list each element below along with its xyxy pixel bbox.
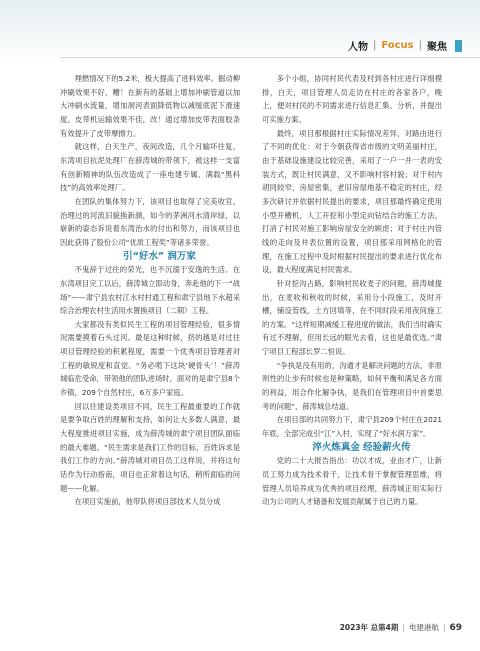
paragraph: 不鬼辞于过往的荣光，也不沉溺于安逸的生活。在东湾项目完工以后，薛涛城立即动身，奔赴他的下一“战场”——肃宁县农村江水村村通工程和肃宁县地下水超采综合治理农村生活用水置换项目（二期）工程。 bbox=[60, 265, 240, 316]
paragraph: 就这样，白天生产，夜间改造，几个月输坏往复，东湾项目抗泥处理厂在薛涛城的带领下，被这样一支富有创新精神的队伍改造成了一座电建专属、满载“黑科技”的高效率处理厂。 bbox=[60, 142, 240, 193]
header-separator: | bbox=[418, 40, 422, 51]
paragraph: “争执是没有用的，沟通才是解决问题的方法，非原则性的让步有时候也是种策略，如何平衡和满足各方面的利益，用合作化解争执，是我们在管理项目中首要思考的问题”，薛涛城总结道。 bbox=[262, 360, 442, 411]
header-color-block bbox=[455, 40, 462, 52]
header-rule bbox=[60, 57, 480, 58]
page-footer bbox=[340, 622, 462, 633]
paragraph: 埋燃情况下的5.2米，极大提高了进料效率。掘动柳冲刷效果不好，糟！在新有的基础上增加冲刷管道以加大冲刷水流量，增加洞河表面降低物以减缓底泥下滑速度。皮带机运输效果不佳，改！通过增加皮带表面胶条有效提升了皮带摩擦力。 bbox=[60, 74, 240, 138]
paragraph: 在项目部的共同努力下，肃宁县209个村庄在2021年底，全部完成引“江”入村，实现了“好水润万家”。 bbox=[262, 415, 442, 439]
header-separator: | bbox=[372, 40, 377, 51]
subheading: 淬火炼真金 经验薪火传 bbox=[312, 441, 411, 453]
issue-label: 2023年 总第4期 bbox=[339, 623, 399, 632]
paragraph: 在项目实施前，他带队将项目部技术人员分成 bbox=[74, 497, 221, 507]
paragraph: 大家都没有类似民生工程的项目管理经验，很多情况需要摸着石头过河。最是这种时候，挤的越是对过往项目管理经验的积累程度，需要一个优秀项目管理者对工程的敏锐度和直觉。“务必啃下这块‘硬骨头’！”薛涛城临危受命，带领他的团队进场时，面对的是肃宁县8个乡镇，209个自然村庄，6万多户家庭。 bbox=[60, 319, 240, 398]
paragraph: 最终，项目那根据村庄实际情况差异，对路由进行了不同的优化：对于今朝获得省市级的文明美丽村庄，由于基础设施建设比较完善，采用了一户一井一表的安装方式，既让村民满意，又不影响村容村貌；对于村内胡同较窄，房屋密集，老旧房屋地基不稳定的村庄，经多次研讨并依据村民提出的要求，项目那最终确定使用小型开槽机，人工开挖和小型定向钻结合的施工方法，打消了村民对施工影响房屋安全的顾虑；对于村庄内管线的走向及井表位置的设置，项目那采用网格化的管理，在施工过程中及时根据村民提出的要求进行优化布设，最大程度满足村民需求。 bbox=[262, 128, 442, 275]
subheading: 引“好水” 润万家 bbox=[123, 250, 196, 262]
footer-separator: | bbox=[402, 623, 405, 632]
header-section-label: 人物 bbox=[347, 42, 368, 53]
page-header bbox=[348, 38, 462, 53]
page-number: 69 bbox=[449, 622, 462, 633]
paragraph: 党的二十大报告指出：功以才成，业由才广，让新员工努力成为技术骨干，让技术骨干掌握管理思维，将管理人员培养成为优秀的项目经理，薛涛城正用实际行动为公司的人才储备和发展贡献属于自己的力量。 bbox=[262, 456, 442, 507]
footer-separator: | bbox=[442, 623, 446, 632]
left-column bbox=[60, 72, 240, 509]
paragraph: 在团队的集体努力下，该项目也取得了完美收官，治理过的河流旧貌换新颜，如今的茅洲河水清岸绿，以崭新的姿态诉说着东湾治水的付出和努力，而该项目也因此获得了股份公司“优质工程奖”等诸多荣誉。 bbox=[60, 196, 240, 247]
right-column bbox=[262, 72, 442, 509]
header-focus-label: Focus bbox=[381, 40, 414, 51]
paragraph: 多个小组，协同村民代表及村到各村庄进行详细摸排，白天，项目管理人员走访在村庄的各家各户，晚上，便对村民的不同需求进行信息汇集、分析，并提出可实施方案。 bbox=[262, 74, 442, 124]
magazine-name: 电建港航 bbox=[408, 623, 439, 632]
paragraph: 回以往建设类项目不同，民生工程最重要的工作就是要争取百姓的理解和支持，如何让大多数人满意，最大程度推进项目实施，成为薛涛城的肃宁项目团队面临的最大难题。“民生需求是我们工作的目标，百姓诉求是我们工作的方向。”薛涛城对项目员工这样说，并将这句话作为行动指南，项目也正常着这句话，稍所面临的问题——化解。 bbox=[60, 401, 240, 493]
paragraph: 针对挖沟占路，影响村民收麦子的问题，薛涛城提出，在麦收和秋收的时候，采用分小段施工，及时开槽，铺设管线，土方回填等，在不同时段采用夜间施工的方案。“这样短期减缓工程进度的做法，我们当时确实有过不理解，但用长远的眼光去看，这也是最优选。”肃宁项目工程部长罗二恒说。 bbox=[262, 278, 442, 357]
header-category-label: 聚焦 bbox=[427, 42, 447, 53]
